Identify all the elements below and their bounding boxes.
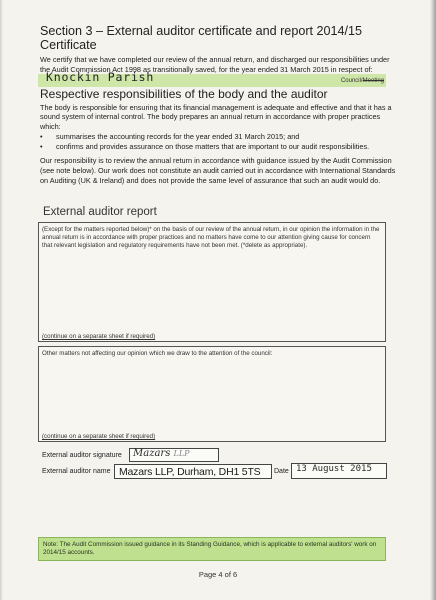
- page-number: Page 4 of 6: [198, 570, 238, 579]
- page-left-shadow: [0, 0, 3, 600]
- responsibilities-heading: Respective responsibilities of the body and the auditor: [40, 87, 328, 101]
- signature-value: Mazars: [133, 448, 171, 459]
- section-heading: [40, 24, 362, 52]
- section-subtitle: Certificate: [40, 38, 97, 52]
- council-meeting-label: [341, 78, 384, 84]
- section-title: Section 3 – External auditor certificate and report 2014/15: [40, 24, 363, 38]
- responsibilities-bullets: [40, 132, 396, 152]
- continue-note: [42, 433, 155, 440]
- page-edge-shadow: [430, 0, 436, 600]
- council-name-handwritten: Knockin Parish: [46, 70, 155, 84]
- report-opinion-text: (Except for the matters reported below)* on the basis of our review of the annual return, in our opinion the information in the annual return is in accordance with proper practices and no matters have come to our attention giving cause for concern that relevant legislation and regulatory requirements have not been met. (*delete as appropriate).: [42, 226, 380, 250]
- auditor-name-label: External auditor name: [42, 468, 111, 475]
- bullet-symbol: •: [40, 132, 43, 141]
- guidance-note-box: [38, 537, 386, 561]
- signature-handwritten: [133, 448, 190, 459]
- report-opinion-box: [38, 222, 386, 342]
- date-label: Date: [274, 468, 289, 475]
- continue-note-text: (continue on a separate sheet if required): [42, 333, 156, 340]
- signature-suffix: LLP: [173, 449, 190, 458]
- date-field: [291, 463, 387, 479]
- meeting-label-struck: Meeting: [362, 78, 384, 84]
- continue-note: [42, 333, 155, 340]
- auditor-name-stamp: Mazars LLP, Durham, DH1 5TS: [119, 466, 261, 478]
- certificate-intro: We certify that we have completed our review of the annual return, and discharged our responsibilities under the Audit Commission Act 1998 as transitionally saved, for the year ended 31 March 2015 in respect of:: [40, 55, 390, 74]
- auditor-name-field: [114, 464, 272, 479]
- auditor-responsibility-paragraph: Our responsibility is to review the annual return in accordance with guidance issued by the Audit Commission (see note below). Our work does not constitute an audit carried out in accordance with International Standards on Auditing (UK & Ireland) and does not provide the same level of assurance that such an audit would do.: [40, 156, 396, 185]
- signature-label: External auditor signature: [42, 452, 122, 459]
- other-matters-box: [38, 346, 386, 442]
- date-handwritten: 13 August 2015: [296, 464, 372, 474]
- guidance-note-text: Note: The Audit Commission issued guidance in its Standing Guidance, which is applicable to external auditors' work on 2014/15 accounts.: [43, 541, 377, 557]
- other-matters-text: Other matters not affecting our opinion which we draw to the attention of the council:: [42, 350, 273, 357]
- bullet-item: [40, 132, 396, 141]
- bullet-item: [40, 142, 396, 151]
- bullet-symbol: •: [40, 141, 43, 151]
- bullet-text: confirms and provides assurance on those matters that are important to our audit responsibilities.: [56, 141, 370, 151]
- report-heading: External auditor report: [43, 206, 157, 218]
- bullet-text: summarises the accounting records for the year ended 31 March 2015; and: [56, 132, 300, 141]
- signature-field: [129, 448, 219, 462]
- continue-note-text: (continue on a separate sheet if required): [42, 433, 156, 440]
- council-label: Council/: [340, 78, 363, 84]
- responsibilities-paragraph: The body is responsible for ensuring that its financial management is adequate and effective and that it has a sound system of internal control. The body prepares an annual return in accordance with proper practices which:: [40, 103, 392, 131]
